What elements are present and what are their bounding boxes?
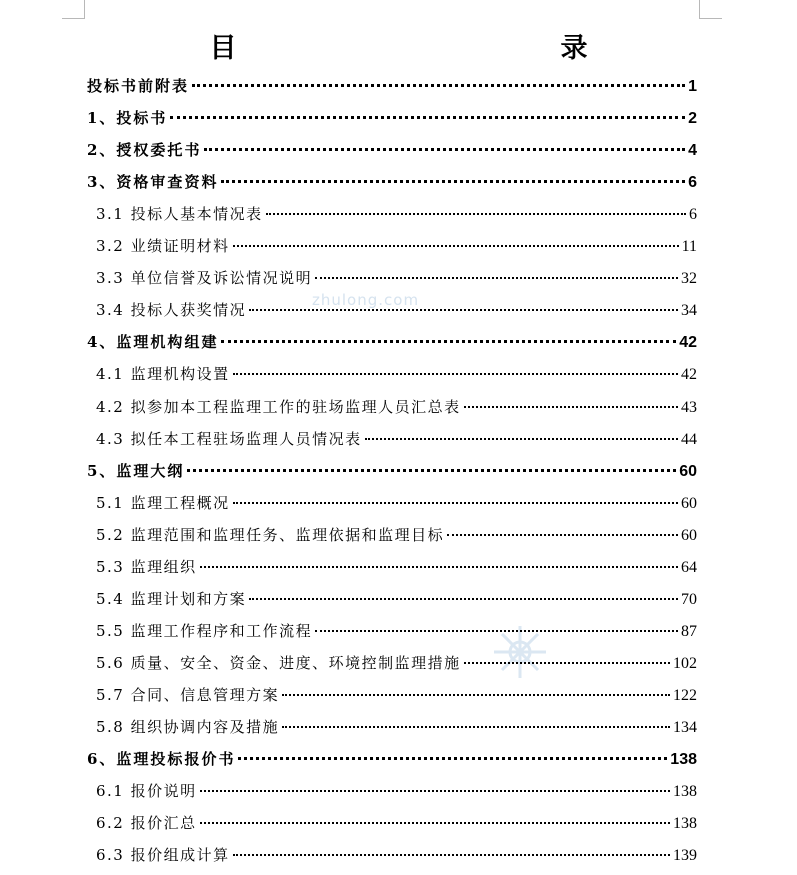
toc-dot-leader: [233, 373, 678, 375]
toc-dot-leader: [187, 469, 676, 472]
toc-entry-page-number: 138: [673, 783, 697, 801]
toc-entry-label: 6、监理投标报价书: [87, 750, 236, 769]
toc-entry-page-number: 138: [673, 815, 697, 833]
toc-dot-leader: [221, 340, 676, 343]
toc-entry-label: 3.2 业绩证明材料: [96, 237, 230, 256]
toc-entry-label: 5.2 监理范围和监理任务、监理依据和监理目标: [96, 525, 445, 544]
toc-entry-label: 4.1 监理机构设置: [96, 365, 230, 384]
toc-entry[interactable]: [87, 455, 697, 487]
toc-entry[interactable]: [96, 615, 697, 647]
toc-entry-page-number: 42: [679, 334, 697, 352]
toc-entry[interactable]: [87, 70, 697, 102]
toc-dot-leader: [464, 406, 678, 408]
toc-entry-label: 3、资格审查资料: [87, 173, 219, 192]
toc-entry-label: 5.8 组织协调内容及措施: [96, 718, 280, 736]
toc-dot-leader: [200, 790, 670, 792]
toc-entry-label: 4.2 拟参加本工程监理工作的驻场监理人员汇总表: [96, 397, 461, 416]
toc-entry-label: 1、投标书: [87, 109, 168, 128]
toc-entry[interactable]: [96, 358, 697, 390]
toc-dot-leader: [249, 309, 678, 311]
toc-entry-label: 投标书前附表: [87, 77, 190, 95]
page-corner-mark-left: [62, 0, 85, 19]
toc-entry-page-number: 60: [681, 494, 697, 512]
toc-dot-leader: [315, 630, 678, 632]
toc-entry-page-number: 42: [681, 366, 697, 384]
toc-dot-leader: [221, 180, 685, 183]
page-corner-mark-right: [699, 0, 722, 19]
toc-dot-leader: [282, 694, 670, 696]
toc-entry[interactable]: [87, 166, 697, 198]
toc-entry-label: 4.3 拟任本工程驻场监理人员情况表: [96, 429, 362, 448]
toc-dot-leader: [238, 757, 667, 760]
toc-dot-leader: [192, 84, 685, 87]
toc-entry[interactable]: [96, 230, 697, 262]
toc-dot-leader: [233, 854, 670, 856]
toc-entry-label: 5.6 质量、安全、资金、进度、环境控制监理措施: [96, 653, 461, 672]
toc-entry-page-number: 2: [688, 110, 697, 128]
toc-entry-page-number: 139: [673, 847, 697, 865]
toc-entry-page-number: 122: [673, 686, 697, 704]
toc-dot-leader: [249, 598, 678, 600]
toc-dot-leader: [233, 245, 679, 247]
toc-entry-page-number: 134: [673, 719, 697, 736]
watermark-text: zhulong.com: [312, 291, 420, 309]
toc-entry-page-number: 4: [688, 142, 697, 160]
toc-entry-page-number: 1: [688, 78, 697, 95]
toc-entry[interactable]: [96, 551, 697, 583]
toc-entry[interactable]: [87, 743, 697, 775]
toc-dot-leader: [365, 438, 678, 440]
toc-entry-page-number: 138: [670, 751, 697, 769]
toc-entry-label: 6.3 报价组成计算: [96, 846, 230, 865]
toc-entry-page-number: 102: [673, 654, 697, 672]
toc-entry-page-number: 87: [681, 622, 697, 640]
toc-entry[interactable]: [96, 711, 697, 743]
toc-dot-leader: [204, 148, 685, 151]
toc-entry[interactable]: [96, 294, 697, 326]
toc-entry-label: 6.2 报价汇总: [96, 814, 197, 833]
toc-dot-leader: [315, 277, 678, 279]
toc-entry-label: 2、授权委托书: [87, 141, 202, 160]
page-title: 目 录: [209, 33, 678, 64]
toc-dot-leader: [266, 213, 686, 215]
toc-dot-leader: [200, 822, 670, 824]
toc-dot-leader: [464, 662, 670, 664]
toc-entry[interactable]: [96, 423, 697, 455]
toc-entry-page-number: 34: [681, 302, 697, 320]
toc-entry[interactable]: [96, 519, 697, 551]
toc-entry[interactable]: [96, 807, 697, 839]
toc-entry-page-number: 43: [681, 398, 697, 416]
toc-entry-label: 5、监理大纲: [87, 461, 185, 480]
toc-dot-leader: [233, 502, 678, 504]
toc-entry[interactable]: [96, 583, 697, 615]
toc-entry-page-number: 6: [689, 206, 697, 224]
toc-entry-label: 5.4 监理计划和方案: [96, 589, 247, 608]
toc-entry-label: 5.1 监理工程概况: [96, 493, 230, 512]
toc-entry-page-number: 60: [681, 526, 697, 544]
toc-entry[interactable]: [87, 134, 697, 166]
toc-entry[interactable]: [87, 326, 697, 358]
toc-entry-page-number: 60: [679, 462, 697, 480]
toc-entry-label: 5.3 监理组织: [96, 557, 197, 576]
toc-entry[interactable]: [87, 102, 697, 134]
toc-entry[interactable]: [96, 198, 697, 230]
toc-entry-label: 6.1 报价说明: [96, 782, 197, 801]
toc-entry[interactable]: [96, 839, 697, 871]
toc-entry-page-number: 64: [681, 558, 697, 576]
toc-entry-page-number: 32: [681, 270, 697, 288]
toc-entry[interactable]: [96, 487, 697, 519]
toc-dot-leader: [282, 726, 670, 728]
toc-entry[interactable]: [96, 679, 697, 711]
toc-entry-page-number: 6: [688, 174, 697, 192]
toc-entry-page-number: 44: [681, 430, 697, 448]
toc-entry[interactable]: [96, 775, 697, 807]
toc-entry[interactable]: [96, 391, 697, 423]
toc-entry-label: 5.7 合同、信息管理方案: [96, 685, 280, 704]
toc-entry-page-number: 70: [681, 590, 697, 608]
toc-entry-label: 5.5 监理工作程序和工作流程: [96, 621, 313, 640]
toc-entry[interactable]: [96, 647, 697, 679]
toc-entry[interactable]: [96, 262, 697, 294]
toc-entry-label: 3.3 单位信誉及诉讼情况说明: [96, 269, 313, 288]
toc-entry-label: 3.4 投标人获奖情况: [96, 301, 247, 320]
toc-entry-label: 3.1 投标人基本情况表: [96, 205, 263, 224]
toc-dot-leader: [447, 534, 678, 536]
toc-entry-page-number: 11: [681, 238, 697, 256]
toc-dot-leader: [200, 566, 678, 568]
toc-entry-label: 4、监理机构组建: [87, 333, 219, 352]
toc-dot-leader: [170, 116, 685, 119]
